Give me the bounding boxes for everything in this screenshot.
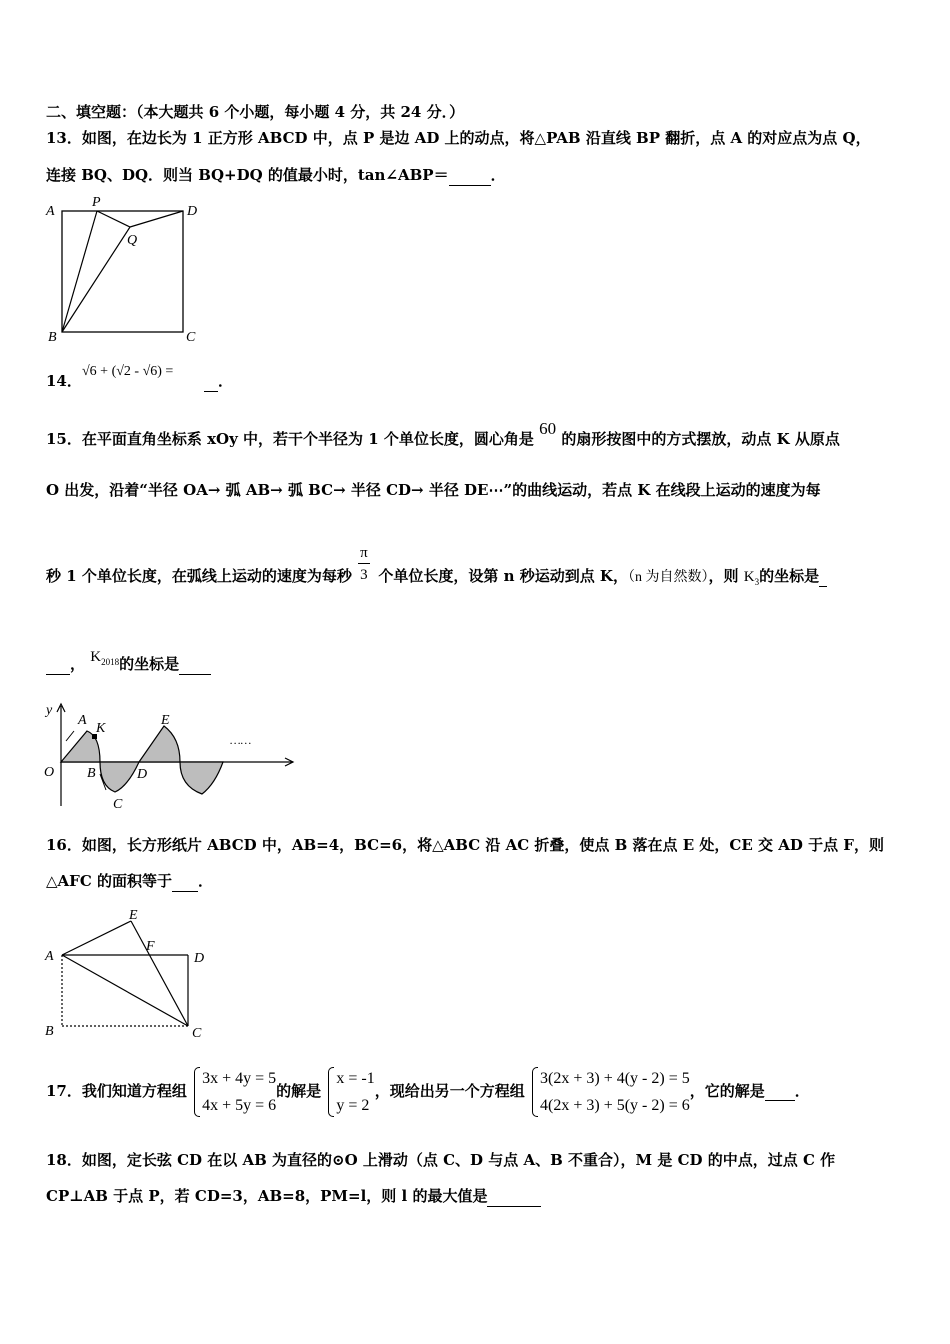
q15-text-4b: 的坐标是 — [119, 655, 180, 673]
q15-text-4a: ， — [70, 655, 86, 673]
q14-expression: √6 + (√2 - √6) = — [82, 364, 174, 379]
q16-label-e: E — [129, 908, 138, 923]
q15-text-1b: 的扇形按图中的方式摆放，动点 K 从原点 — [561, 430, 840, 448]
q13-answer-blank[interactable] — [449, 165, 491, 186]
q16-label-a: A — [45, 949, 54, 964]
q15-label-d: D — [137, 767, 148, 782]
q15-label-o: O — [44, 765, 55, 780]
q15-answer-blank-2[interactable] — [179, 654, 211, 675]
q13-end: ． — [490, 166, 506, 184]
q15-answer-blank-1a[interactable] — [819, 566, 827, 587]
q13-figure — [40, 193, 220, 348]
q15-line1 — [46, 419, 840, 449]
q17-text-d: ，它的解是 — [689, 1082, 765, 1100]
q15-line4 — [46, 649, 211, 680]
q17-answer-blank[interactable] — [765, 1082, 795, 1101]
segment-bq — [62, 227, 130, 332]
q16-label-f: F — [146, 939, 155, 954]
q18-question: CP⊥AB 于点 P，若 CD=3，AB=8，PM=l，则 l 的最大值是 — [46, 1187, 488, 1205]
q15-label-a: A — [78, 713, 87, 728]
q17-text-b: 的解是 — [276, 1082, 322, 1100]
q13-label-a: A — [46, 204, 55, 219]
section-title: 二、填空题：（本大题共 6 个小题，每小题 4 分，共 24 分．） — [46, 103, 465, 121]
q17-solution-y: y = 2 — [336, 1097, 370, 1114]
q15-pi: π — [360, 545, 368, 561]
q16-figure — [40, 905, 220, 1045]
q15-fraction-pi-3 — [357, 545, 373, 587]
segment-bp — [62, 211, 97, 332]
q16-question: △AFC 的面积等于 — [46, 872, 172, 890]
q15-text-3d: 的坐标是 — [759, 567, 820, 585]
q15-three: 3 — [360, 567, 368, 583]
q16-label-d: D — [194, 951, 205, 966]
q16-answer-blank[interactable] — [172, 871, 198, 892]
q18-text-line2 — [46, 1186, 541, 1207]
q15-natural-note: （n 为自然数） — [627, 570, 709, 585]
sector-bc — [100, 762, 139, 792]
q13-question: 连接 BQ、DQ．则当 BQ+DQ 的值最小时，tan∠ABP＝ — [46, 166, 449, 184]
q17-line — [46, 1062, 810, 1120]
q15-line2: O 出发，沿着“半径 OA→ 弧 AB→ 弧 BC→ 半径 CD→ 半径 DE⋯”的曲线运动，若点 K 在线段上运动的速度为每 — [46, 481, 821, 499]
q13-text-line1: 13．如图，在边长为 1 正方形 ABCD 中，点 P 是边 AD 上的动点，将△PAB 沿直线 BP 翻折，点 A 的对应点为点 Q， — [46, 129, 871, 147]
q15-text-1a: 15．在平面直角坐标系 xOy 中，若干个半径为 1 个单位长度，圆心角是 — [46, 430, 534, 448]
q16-text-line2 — [46, 871, 213, 892]
q15-figure — [40, 698, 302, 814]
q14-expression-line — [82, 360, 173, 382]
q13-label-d: D — [187, 204, 198, 219]
q15-k3: $K_3$ — [743, 569, 760, 587]
q17-end: ． — [794, 1082, 810, 1100]
q16-label-c: C — [192, 1026, 202, 1041]
q15-text-3c: ，则 — [708, 567, 739, 585]
q15-label-b: B — [87, 766, 96, 781]
q17-system-1-eq1: 3x + 4y = 5 — [202, 1070, 277, 1087]
q17-system-1 — [192, 1065, 276, 1119]
q13-text-line2 — [46, 165, 506, 186]
q13-label-b: B — [48, 330, 57, 345]
segment-pq — [97, 211, 130, 227]
q15-fraction-bar — [358, 563, 370, 564]
segment-qd — [130, 211, 183, 227]
q18-answer-blank[interactable] — [487, 1186, 541, 1207]
q17-text-a: 17．我们知道方程组 — [46, 1082, 187, 1100]
q16-text-line1: 16．如图，长方形纸片 ABCD 中，AB=4，BC=6，将△ABC 沿 AC 折叠，使点 B 落在点 E 处，CE 交 AD 于点 F，则 — [46, 836, 884, 854]
q17-system-2-eq2: 4(2x + 3) + 5(y - 2) = 6 — [540, 1097, 690, 1114]
q17-solution — [326, 1065, 374, 1119]
sector-de — [139, 726, 180, 762]
q17-text-c: ，现给出另一个方程组 — [374, 1082, 525, 1100]
motion-arrow-1 — [66, 731, 74, 741]
q15-text-3a: 秒 1 个单位长度，在弧线上运动的速度为每秒 — [46, 567, 352, 585]
segment-ae — [62, 921, 131, 955]
q13-label-q: Q — [127, 233, 138, 248]
square-abcd — [62, 211, 183, 332]
q17-solution-x: x = -1 — [336, 1070, 375, 1087]
q18-text-line1: 18．如图，定长弦 CD 在以 AB 为直径的⊙O 上滑动（点 C、D 与点 A、B 不重合），M 是 CD 的中点，过点 C 作 — [46, 1151, 836, 1169]
q14-number: 14． — [46, 372, 82, 390]
q14-tail — [204, 371, 233, 392]
q15-label-k: K — [96, 721, 106, 736]
q15-angle: 60 — [539, 419, 557, 438]
q13-label-p: P — [92, 195, 101, 210]
q15-answer-blank-1b[interactable] — [46, 654, 70, 675]
q16-end: ． — [198, 872, 214, 890]
q17-system-1-eq2: 4x + 5y = 6 — [202, 1097, 277, 1114]
q15-text-3b: 个单位长度，设第 n 秒运动到点 K， — [378, 567, 628, 585]
q14-end: ． — [218, 372, 234, 390]
q17-system-2-eq1: 3(2x + 3) + 4(y - 2) = 5 — [540, 1070, 690, 1087]
q15-label-c: C — [113, 797, 123, 812]
q14-text — [46, 371, 82, 391]
q17-system-2 — [530, 1065, 690, 1119]
q16-label-b: B — [45, 1024, 54, 1039]
q15-line3 — [46, 545, 827, 592]
q15-label-e: E — [161, 713, 170, 728]
sector-next — [180, 762, 223, 794]
q15-label-dots: …… — [230, 733, 252, 747]
q14-answer-blank[interactable] — [204, 371, 218, 392]
q15-label-y: y — [46, 703, 53, 718]
q13-label-c: C — [186, 330, 196, 345]
q15-k2018: $K_{2018}$ — [90, 649, 120, 667]
